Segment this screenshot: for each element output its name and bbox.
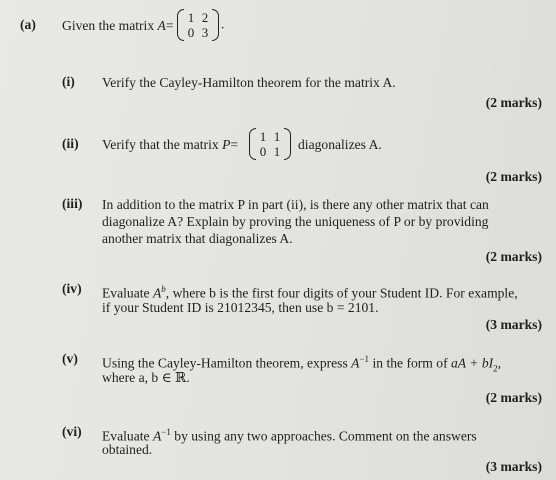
q4-marks: (3 marks) — [485, 317, 542, 332]
q2-marks: (2 marks) — [485, 169, 542, 184]
q6-label: (vi) — [62, 424, 82, 439]
part-a-intro: Given the matrix A= — [62, 18, 174, 33]
q3-line3: another matrix that diagonalizes A. — [102, 231, 293, 246]
q6-line1: Evaluate $A^{-1}$ by using any two approaches. Comment on the answers — [102, 427, 477, 444]
q4-line2: if your Student ID is 21012345, then use b = 2101. — [102, 300, 379, 315]
q2-label: (ii) — [62, 136, 79, 151]
q3-line2: diagonalize A? Explain by proving the uniqueness of P or by providing — [102, 214, 489, 229]
q3-marks: (2 marks) — [485, 249, 542, 264]
q6-line2: obtained. — [102, 442, 153, 457]
q6-marks: (3 marks) — [485, 459, 542, 474]
q1-label: (i) — [62, 74, 75, 89]
q2-text-before: Verify that the matrix P= — [102, 137, 239, 152]
q4-line1: Evaluate $A^b$, where b is the first four digits of your Student ID. For example, — [102, 284, 518, 301]
q3-line1: In addition to the matrix P in part (ii), is there any other matrix that can — [102, 197, 489, 212]
q1-marks: (2 marks) — [485, 95, 542, 110]
q1-text: Verify the Cayley-Hamilton theorem for the matrix A. — [102, 75, 396, 90]
q2-text-after: diagonalizes A. — [298, 137, 382, 152]
q3-label: (iii) — [62, 196, 83, 211]
q5-line1: Using the Cayley-Hamilton theorem, express $A^{-1}$ in the form of aA + $bI_2$, — [102, 354, 502, 374]
part-a-label: (a) — [20, 17, 36, 32]
matrix-a: 1 2 0 3 . — [175, 9, 224, 41]
q4-label: (iv) — [62, 281, 82, 296]
q5-label: (v) — [62, 351, 78, 366]
q5-marks: (2 marks) — [485, 390, 542, 405]
q5-line2: where a, b ∈ ℝ. — [102, 370, 190, 385]
matrix-p: 1 1 0 1 — [247, 128, 293, 160]
